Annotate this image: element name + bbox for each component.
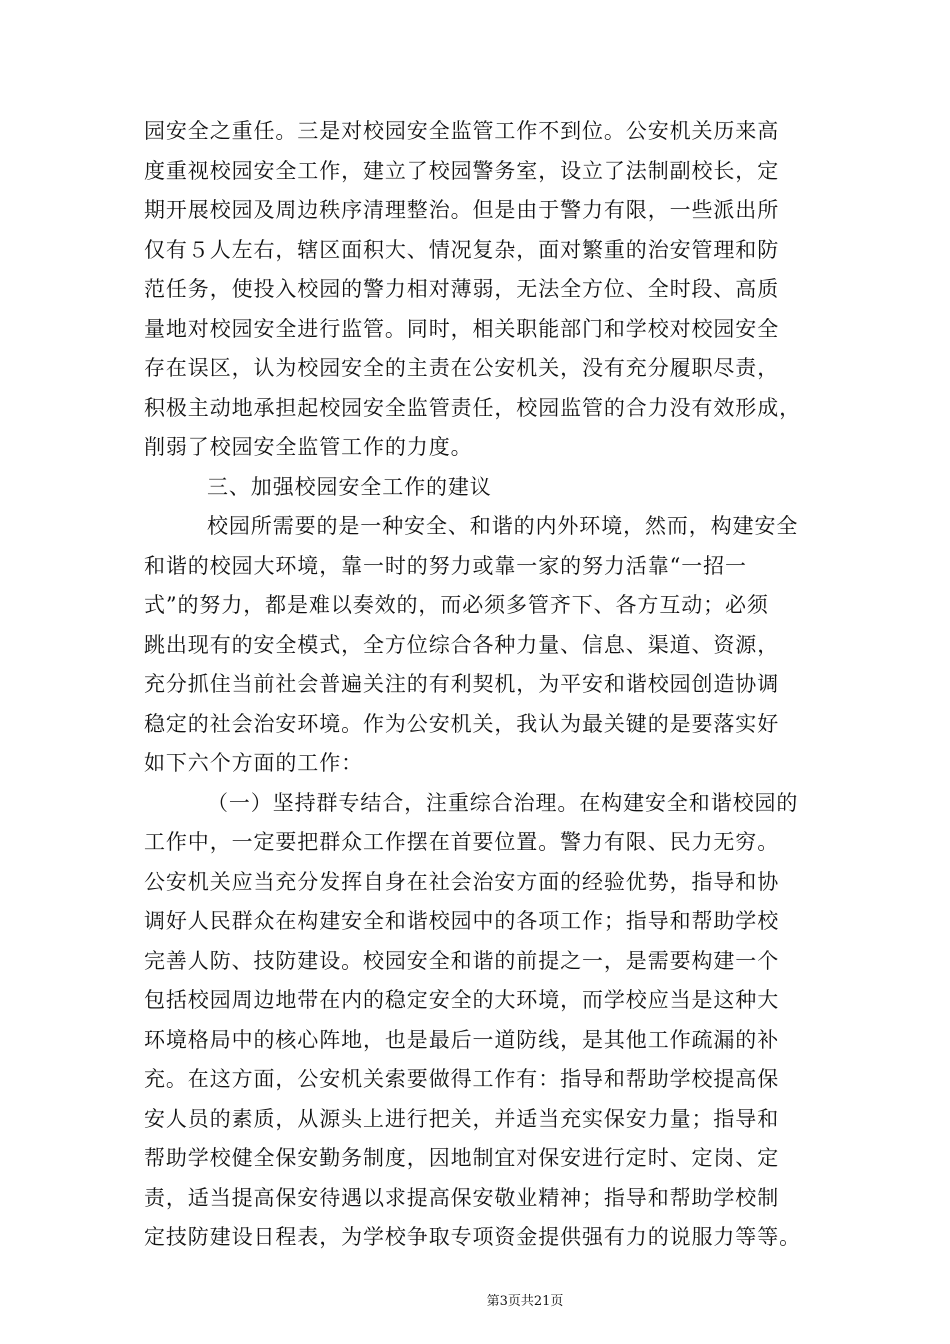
text-line: 完善人防、技防建设。校园安全和谐的前提之一，是需要构建一个 [144,948,780,973]
text-line: 存在误区，认为校园安全的主责在公安机关，没有充分履职尽责， [144,356,780,380]
text-line: 公安机关应当充分发挥自身在社会治安方面的经验优势，指导和协 [144,869,780,894]
text-line: 期开展校园及周边秩序清理整治。但是由于警力有限，一些派出所 [144,198,780,222]
text-line: 责，适当提高保安待遇以求提高保安敬业精神；指导和帮助学校制 [144,1185,780,1210]
text-line: 跳出现有的安全模式，全方位综合各种力量、信息、渠道、资源， [144,632,780,657]
text-line: 稳定的社会治安环境。作为公安机关，我认为最关键的是要落实好 [144,711,780,736]
text-line: 和谐的校园大环境，靠一时的努力或靠一家的努力活靠“一招一 [144,553,747,578]
text-line: 工作中，一定要把群众工作摆在首要位置。警力有限、民力无穷。 [144,830,780,854]
text-line: 充分抓住当前社会普遍关注的有利契机，为平安和谐校园创造协调 [144,672,780,696]
text-line: 范任务，使投入校园的警力相对薄弱，无法全方位、全时段、高质 [144,277,780,301]
text-line: 调好人民群众在构建安全和谐校园中的各项工作；指导和帮助学校 [144,909,780,933]
text-line: 校园所需要的是一种安全、和谐的内外环境，然而，构建安全 [207,514,799,538]
text-line: 积极主动地承担起校园安全监管责任，校园监管的合力没有效形成， [144,395,801,420]
text-line: 安人员的素质，从源头上进行把关，并适当充实保安力量；指导和 [144,1106,780,1131]
text-line: 定技防建设日程表，为学校争取专项资金提供强有力的说服力等等。 [144,1225,801,1249]
text-line: 包括校园周边地带在内的稳定安全的大环境，而学校应当是这种大 [144,988,780,1012]
text-line: 充。在这方面，公安机关索要做得工作有：指导和帮助学校提高保 [144,1067,780,1091]
text-line: 仅有５人左右，辖区面积大、情况复杂，面对繁重的治安管理和防 [144,237,780,262]
page-number: 第3页共21页 [486,1294,564,1309]
text-line: 式”的努力，都是难以奏效的，而必须多管齐下、各方互动；必须 [144,593,769,617]
section-heading: 三、加强校园安全工作的建议 [207,474,492,499]
subsection-line: （一）坚持群专结合，注重综合治理。在构建安全和谐校园的 [207,790,799,815]
text-line: 环境格局中的核心阵地，也是最后一道防线，是其他工作疏漏的补 [144,1027,780,1052]
text-line: 量地对校园安全进行监管。同时，相关职能部门和学校对校园安全 [144,316,780,341]
text-line: 度重视校园安全工作，建立了校园警务室，设立了法制副校长，定 [144,158,780,183]
text-line: 帮助学校健全保安勤务制度，因地制宜对保安进行定时、定岗、定 [144,1146,780,1170]
text-line: 园安全之重任。三是对校园安全监管工作不到位。公安机关历来高 [144,119,780,143]
text-line: 如下六个方面的工作： [144,751,363,775]
text-line: 削弱了校园安全监管工作的力度。 [144,435,473,459]
body-text [144,112,820,1258]
